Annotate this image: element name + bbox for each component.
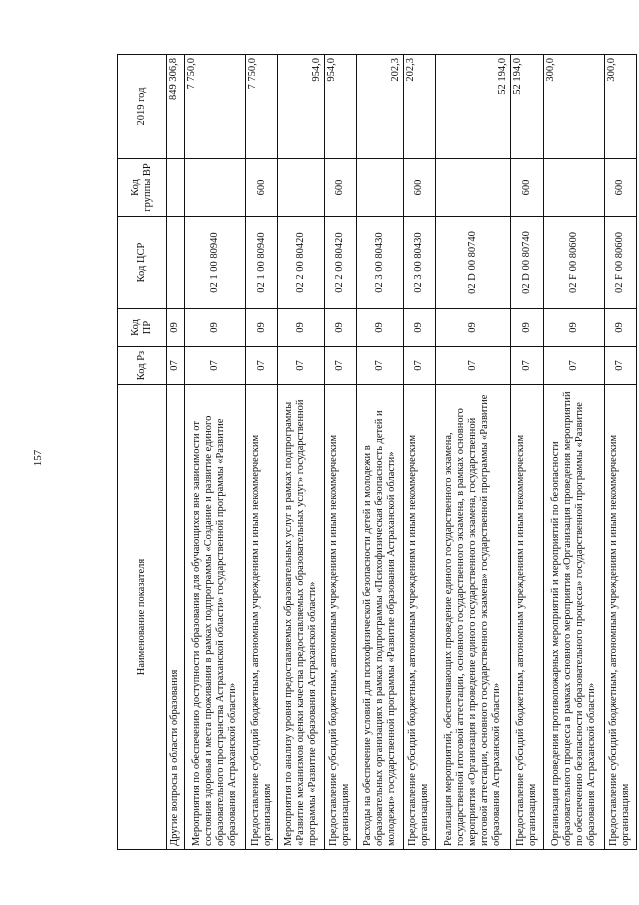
cell-pr: 09: [511, 309, 543, 347]
cell-value: 300,0: [604, 55, 636, 159]
cell-name: Предоставление субсидий бюджетным, автономным учреждениям и иным некоммерческим организациям: [324, 385, 356, 850]
cell-csr: 02 F 00 80600: [604, 217, 636, 309]
cell-name: Предоставление субсидий бюджетным, автономным учреждениям и иным некоммерческим организациям: [403, 385, 435, 850]
cell-rz: 07: [184, 347, 245, 385]
page-number: 157: [32, 449, 44, 467]
table-row: [278, 55, 325, 850]
budget-table: [117, 54, 637, 850]
cell-vr: 600: [245, 159, 277, 217]
cell-value: 202,3: [357, 55, 404, 159]
cell-name: Предоставление субсидий бюджетным, автономным учреждениям и иным некоммерческим организациям: [511, 385, 543, 850]
cell-rz: 07: [278, 347, 325, 385]
cell-name: Реализация мероприятий, обеспечивающих проведение единого государственного экзамена, государственной итоговой аттестации, основного государственного экзамена, в рамках основного мероприятия «Организация и проведение единого государственного экзамена, государственной итоговой аттестации, основного государственного экзамена» государственной программы «Развитие образования Астраханской области»: [436, 385, 511, 850]
cell-rz: 07: [604, 347, 636, 385]
cell-pr: 09: [604, 309, 636, 347]
cell-pr: 09: [245, 309, 277, 347]
cell-rz: 07: [324, 347, 356, 385]
cell-csr: 02 2 00 80420: [278, 217, 325, 309]
table-row: [245, 55, 277, 850]
table-row: [604, 55, 636, 850]
cell-vr: 600: [403, 159, 435, 217]
cell-pr: 09: [167, 309, 185, 347]
table-row: [403, 55, 435, 850]
cell-name: Мероприятия по обеспечению доступности образования для обучающихся вне зависимости от состояния здоровья и места проживания в рамках подпрограммы «Создание и развитие единого образовательного пространства Астраханской области» государственной программы «Развитие образования Астраханской области»: [184, 385, 245, 850]
cell-rz: 07: [511, 347, 543, 385]
cell-csr: 02 1 00 80940: [184, 217, 245, 309]
cell-csr: 02 1 00 80940: [245, 217, 277, 309]
cell-vr: [167, 159, 185, 217]
table-row: [543, 55, 604, 850]
cell-value: 7 750,0: [245, 55, 277, 159]
table-row: [511, 55, 543, 850]
table-row: [167, 55, 185, 850]
cell-rz: 07: [436, 347, 511, 385]
cell-rz: 07: [357, 347, 404, 385]
cell-vr: [278, 159, 325, 217]
cell-csr: 02 2 00 80420: [324, 217, 356, 309]
table-row: [357, 55, 404, 850]
cell-value: 300,0: [543, 55, 604, 159]
header-pr: Код ПР: [118, 309, 167, 347]
cell-vr: 600: [511, 159, 543, 217]
rotated-table-wrapper: [117, 55, 637, 850]
cell-pr: 09: [278, 309, 325, 347]
table-row: [436, 55, 511, 850]
cell-rz: 07: [543, 347, 604, 385]
cell-vr: [436, 159, 511, 217]
table-row: [324, 55, 356, 850]
table-header-row: [118, 55, 167, 850]
cell-csr: 02 3 00 80430: [357, 217, 404, 309]
cell-name: Организация проведения противопожарных мероприятий и мероприятий по безопасности образовательного процесса в рамках основного мероприятия «Организация проведения мероприятий по обеспечению безопасности образовательного процесса» государственной программы «Развитие образования Астраханской области»: [543, 385, 604, 850]
cell-name: Предоставление субсидий бюджетным, автономным учреждениям и иным некоммерческим организациям: [604, 385, 636, 850]
cell-pr: 09: [184, 309, 245, 347]
cell-csr: 02 D 00 80740: [436, 217, 511, 309]
cell-csr: 02 D 00 80740: [511, 217, 543, 309]
cell-rz: 07: [403, 347, 435, 385]
cell-vr: [357, 159, 404, 217]
cell-value: 954,0: [324, 55, 356, 159]
cell-vr: [184, 159, 245, 217]
cell-csr: 02 3 00 80430: [403, 217, 435, 309]
cell-name: Мероприятия по анализу уровня предоставляемых образовательных услуг в рамках подпрограммы «Развитие механизмов оценки качества предоставляемых образовательных услуг» государственной программы «Развитие образования Астраханской области»: [278, 385, 325, 850]
cell-pr: 09: [436, 309, 511, 347]
cell-name: Расходы на обеспечение условий для психофизической безопасности детей и молодежи в образовательных организациях в рамках подпрограммы «Психофизическая безопасность детей и молодежи» государственной программы «Развитие образования Астраханской области»: [357, 385, 404, 850]
table-body: [167, 55, 637, 850]
cell-name: Другие вопросы в области образования: [167, 385, 185, 850]
cell-value: 849 306,8: [167, 55, 185, 159]
header-rz: Код Рз: [118, 347, 167, 385]
cell-pr: 09: [403, 309, 435, 347]
cell-value: 52 194,0: [436, 55, 511, 159]
cell-pr: 09: [543, 309, 604, 347]
header-csr: Код ЦСР: [118, 217, 167, 309]
cell-vr: [543, 159, 604, 217]
cell-name: Предоставление субсидий бюджетным, автономным учреждениям и иным некоммерческим организациям: [245, 385, 277, 850]
cell-rz: 07: [167, 347, 185, 385]
cell-rz: 07: [245, 347, 277, 385]
cell-vr: 600: [604, 159, 636, 217]
cell-value: 954,0: [278, 55, 325, 159]
header-vr: Код группы ВР: [118, 159, 167, 217]
table-row: [184, 55, 245, 850]
header-year: 2019 год: [118, 55, 167, 159]
cell-csr: [167, 217, 185, 309]
cell-csr: 02 F 00 80600: [543, 217, 604, 309]
cell-value: 202,3: [403, 55, 435, 159]
cell-value: 7 750,0: [184, 55, 245, 159]
cell-pr: 09: [357, 309, 404, 347]
cell-pr: 09: [324, 309, 356, 347]
table-sheet: [117, 55, 637, 850]
cell-vr: 600: [324, 159, 356, 217]
header-name: Наименование показателя: [118, 385, 167, 850]
cell-value: 52 194,0: [511, 55, 543, 159]
